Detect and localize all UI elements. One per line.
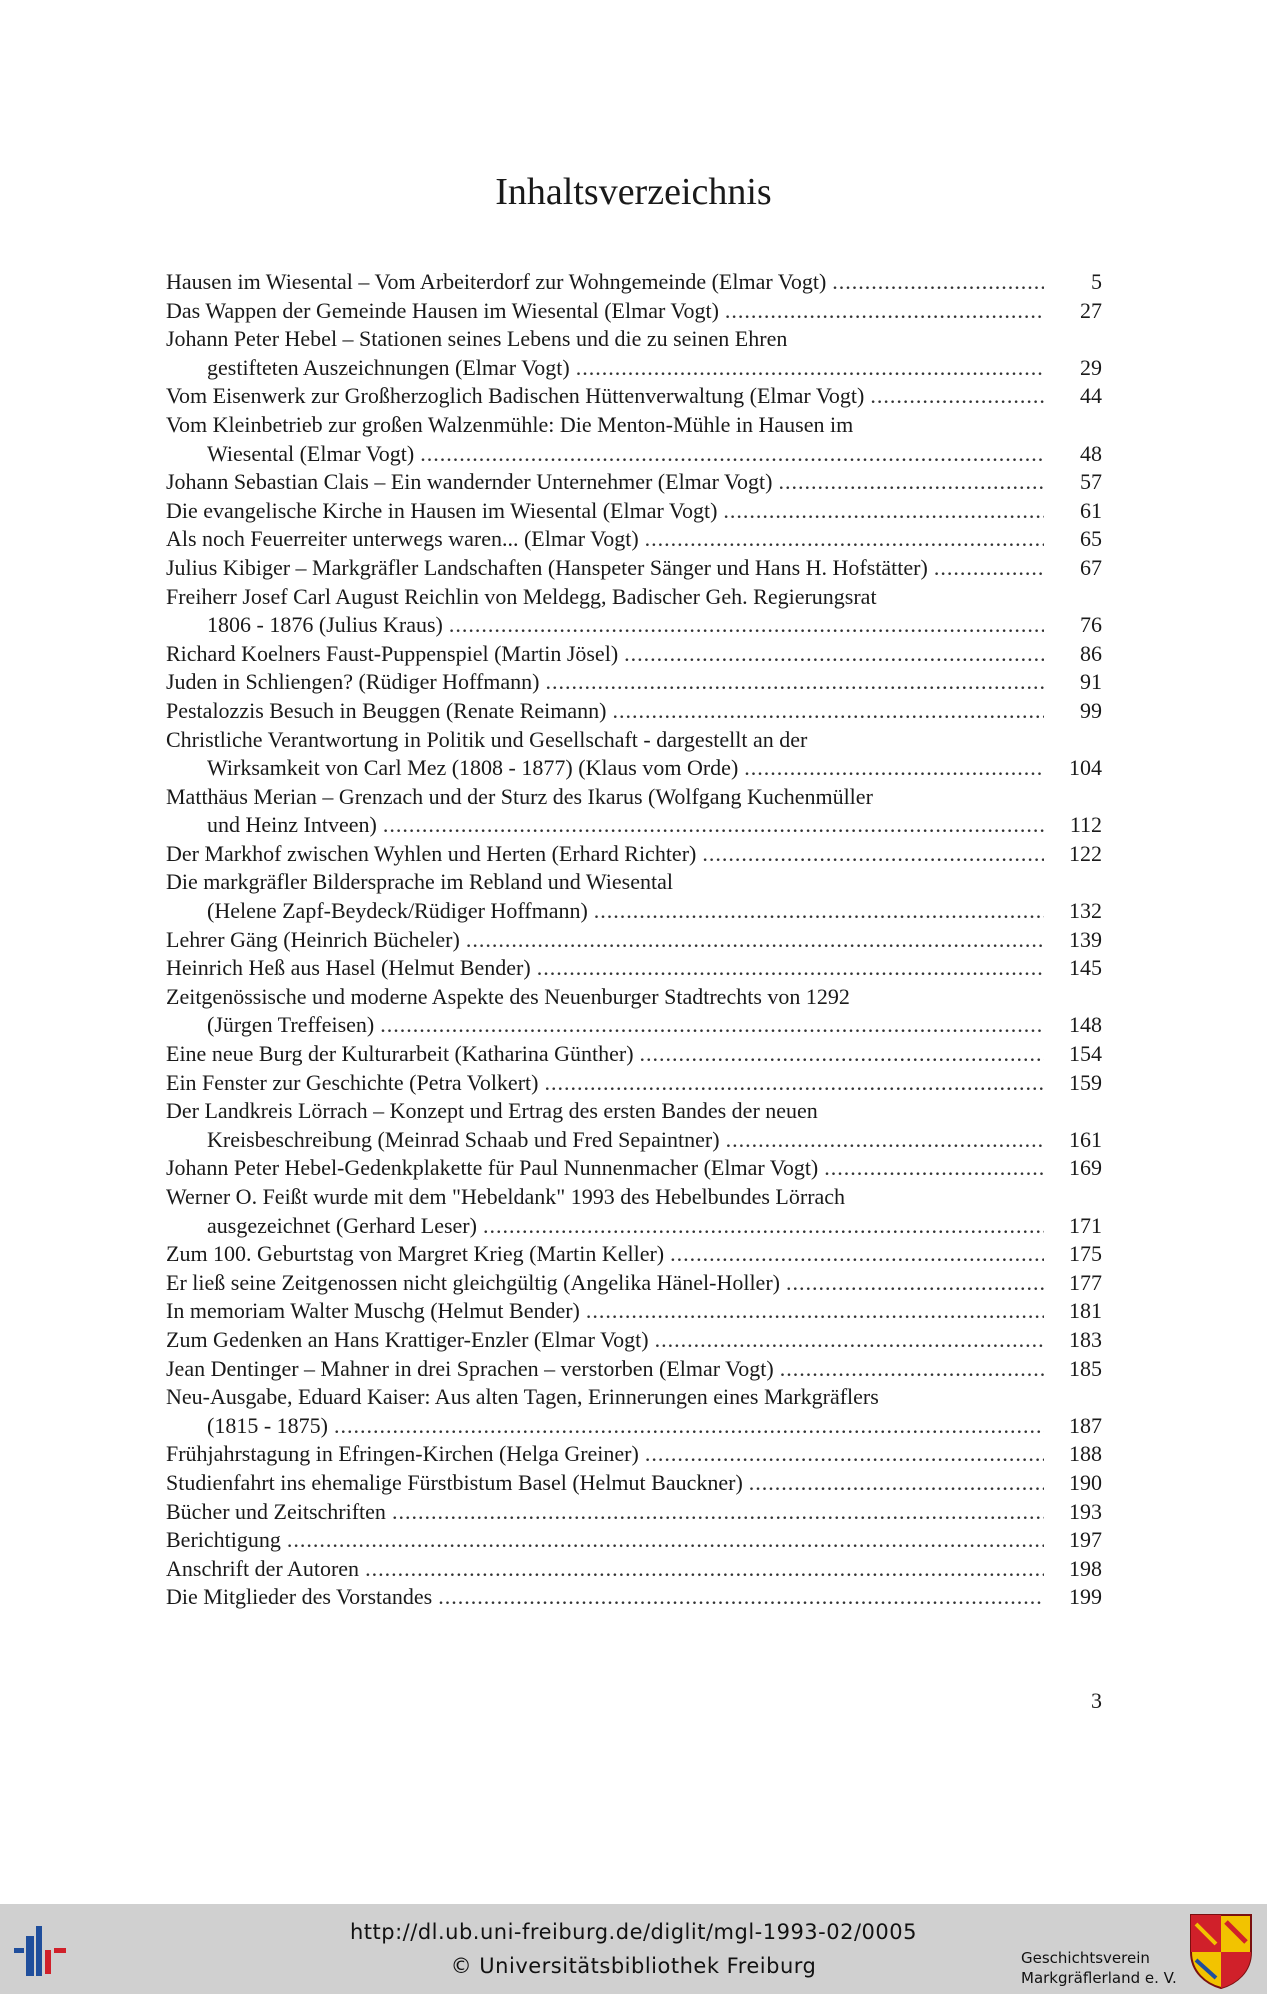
toc-line [166, 926, 1102, 955]
toc-line [166, 1555, 1102, 1584]
toc-leader-dots [586, 1297, 1044, 1326]
toc-line [166, 1154, 1102, 1183]
toc-entry-title: Lehrer Gäng (Heinrich Bücheler) [166, 926, 460, 952]
toc-leader-dots [365, 1555, 1044, 1584]
toc-line [166, 1183, 1102, 1212]
footer-bar [0, 1904, 1267, 1994]
toc-leader-dots [670, 1240, 1044, 1269]
toc-entry [166, 1526, 1102, 1555]
toc-entry-title: Eine neue Burg der Kulturarbeit (Katharina Günther) [166, 1041, 634, 1067]
toc-page-number: 104 [1069, 755, 1102, 781]
toc-leader-dots [438, 1583, 1044, 1612]
toc-page-number: 112 [1069, 812, 1102, 838]
toc-entry [166, 268, 1102, 297]
toc-line [166, 811, 1102, 840]
toc-entry [166, 1583, 1102, 1612]
toc-leader-dots [824, 1154, 1044, 1183]
toc-leader-dots [287, 1526, 1044, 1555]
toc-leader-dots [392, 1498, 1044, 1527]
toc-page-number: 188 [1069, 1441, 1102, 1467]
toc-entry-title: Freiherr Josef Carl August Reichlin von Meldegg, Badischer Geh. Regierungsrat [166, 583, 877, 609]
toc-line [166, 468, 1102, 497]
toc-entry-title: Christliche Verantwortung in Politik und Gesellschaft - dargestellt an der [166, 726, 808, 752]
toc-line [166, 1069, 1102, 1098]
toc-leader-dots [780, 1355, 1044, 1384]
toc-line [166, 325, 1102, 354]
toc-entry-title: Der Landkreis Lörrach – Konzept und Ertrag des ersten Bandes der neuen [166, 1098, 818, 1124]
toc-entry-title: gestifteten Auszeichnungen (Elmar Vogt) [207, 354, 570, 380]
toc-entry-title: Matthäus Merian – Grenzach und der Sturz des Ikarus (Wolfgang Kuchenmüller [166, 783, 873, 809]
toc-entry [166, 325, 1102, 382]
toc-entry [166, 583, 1102, 640]
toc-entry [166, 1269, 1102, 1298]
toc-page-number: 65 [1080, 526, 1102, 552]
toc-line [166, 1526, 1102, 1555]
toc-page-number: 148 [1069, 1012, 1102, 1038]
toc-entry [166, 468, 1102, 497]
toc-leader-dots [645, 525, 1044, 554]
toc-line [166, 668, 1102, 697]
toc-page-number: 198 [1069, 1555, 1102, 1581]
toc-page-number: 183 [1069, 1326, 1102, 1352]
page-number: 3 [1091, 1688, 1102, 1713]
toc-page-number: 61 [1080, 497, 1102, 523]
toc-page-number: 159 [1069, 1069, 1102, 1095]
toc-entry [166, 668, 1102, 697]
toc-entry-title: (Jürgen Treffeisen) [207, 1012, 375, 1038]
toc-leader-dots [613, 697, 1045, 726]
toc-leader-dots [624, 640, 1044, 669]
toc-entry [166, 554, 1102, 583]
toc-entry-title: Vom Kleinbetrieb zur großen Walzenmühle: Die Menton-Mühle in Hausen im [166, 411, 854, 437]
toc-entry [166, 382, 1102, 411]
toc-entry [166, 1154, 1102, 1183]
toc-entry-title: Johann Peter Hebel-Gedenkplakette für Paul Nunnenmacher (Elmar Vogt) [166, 1155, 819, 1181]
toc-entry-title: Wirksamkeit von Carl Mez (1808 - 1877) (Klaus vom Orde) [207, 755, 739, 781]
toc-line [166, 1326, 1102, 1355]
toc-line [166, 497, 1102, 526]
toc-line [166, 783, 1102, 812]
toc-leader-dots [576, 354, 1044, 383]
toc-page-number: 99 [1080, 697, 1102, 723]
toc-page-number: 199 [1069, 1584, 1102, 1610]
toc-entry [166, 497, 1102, 526]
toc-page-number: 48 [1080, 440, 1102, 466]
toc-entry [166, 726, 1102, 783]
toc-entry [166, 1069, 1102, 1098]
toc-entry-title: Pestalozzis Besuch in Beuggen (Renate Reimann) [166, 697, 607, 723]
toc-line [166, 1240, 1102, 1269]
toc-line [166, 1126, 1102, 1155]
toc-leader-dots [546, 668, 1044, 697]
toc-line [166, 297, 1102, 326]
toc-line [166, 726, 1102, 755]
toc-line [166, 1297, 1102, 1326]
toc-entry [166, 297, 1102, 326]
society-name [1021, 1948, 1181, 1988]
toc-leader-dots [334, 1412, 1044, 1441]
toc-entry [166, 1297, 1102, 1326]
toc-line [166, 611, 1102, 640]
toc-leader-dots [655, 1326, 1044, 1355]
toc-entry-title: Frühjahrstagung in Efringen-Kirchen (Helga Greiner) [166, 1441, 639, 1467]
toc-entry-title: Zeitgenössische und moderne Aspekte des Neuenburger Stadtrechts von 1292 [166, 983, 850, 1009]
toc-leader-dots [870, 382, 1044, 411]
toc-page-number: 187 [1069, 1412, 1102, 1438]
toc-leader-dots [645, 1440, 1044, 1469]
toc-page-number: 139 [1069, 926, 1102, 952]
toc-entry [166, 525, 1102, 554]
toc-line [166, 1097, 1102, 1126]
toc-entry-title: Das Wappen der Gemeinde Hausen im Wiesental (Elmar Vogt) [166, 297, 719, 323]
toc-entry-title: und Heinz Intveen) [207, 812, 377, 838]
toc-line [166, 1011, 1102, 1040]
toc-leader-dots [726, 1126, 1044, 1155]
toc-leader-dots [466, 926, 1044, 955]
toc-page-number: 171 [1069, 1212, 1102, 1238]
coat-of-arms-icon [1188, 1912, 1254, 1990]
toc-page-number: 5 [1091, 269, 1102, 294]
toc-line [166, 983, 1102, 1012]
toc-line [166, 440, 1102, 469]
toc-entry-title: Juden in Schliengen? (Rüdiger Hoffmann) [166, 669, 540, 695]
toc-entry [166, 1040, 1102, 1069]
toc-leader-dots [786, 1269, 1044, 1298]
toc-leader-dots [749, 1469, 1044, 1498]
toc-leader-dots [744, 754, 1044, 783]
toc-entry-title: Als noch Feuerreiter unterwegs waren... (Elmar Vogt) [166, 526, 639, 552]
toc-leader-dots [725, 297, 1044, 326]
toc-entry-title: Studienfahrt ins ehemalige Fürstbistum Basel (Helmut Bauckner) [166, 1469, 743, 1495]
toc-entry [166, 1383, 1102, 1440]
toc-line [166, 1412, 1102, 1441]
toc-line [166, 1040, 1102, 1069]
toc-page-number: 29 [1080, 354, 1102, 380]
toc-line [166, 1469, 1102, 1498]
toc-entry-title: ausgezeichnet (Gerhard Leser) [207, 1212, 477, 1238]
toc-line [166, 583, 1102, 612]
toc-line [166, 354, 1102, 383]
toc-page-number: 185 [1069, 1355, 1102, 1381]
toc-line [166, 1212, 1102, 1241]
toc-entry [166, 640, 1102, 669]
toc-line [166, 411, 1102, 440]
toc-page-number: 169 [1069, 1155, 1102, 1181]
toc-page-number: 190 [1069, 1469, 1102, 1495]
toc-entry [166, 1240, 1102, 1269]
toc-entry-title: Die markgräfler Bildersprache im Rebland und Wiesental [166, 869, 673, 895]
toc-entry-title: (Helene Zapf-Beydeck/Rüdiger Hoffmann) [207, 898, 588, 924]
toc-line [166, 640, 1102, 669]
toc-page-number: 175 [1069, 1241, 1102, 1267]
toc-entry-title: In memoriam Walter Muschg (Helmut Bender) [166, 1298, 580, 1324]
toc-page-number: 145 [1069, 955, 1102, 981]
toc-leader-dots [449, 611, 1044, 640]
toc-line [166, 840, 1102, 869]
toc-entry [166, 1326, 1102, 1355]
toc-entry-title: Hausen im Wiesental – Vom Arbeiterdorf zur Wohngemeinde (Elmar Vogt) [166, 269, 827, 294]
toc-leader-dots [934, 554, 1044, 583]
toc-leader-dots [832, 268, 1044, 297]
toc-entry-title: Richard Koelners Faust-Puppenspiel (Martin Jösel) [166, 640, 619, 666]
toc-leader-dots [594, 897, 1044, 926]
toc-entry [166, 1469, 1102, 1498]
toc-line [166, 1355, 1102, 1384]
table-of-contents [166, 268, 1102, 1612]
toc-entry-title: Der Markhof zwischen Wyhlen und Herten (Erhard Richter) [166, 840, 697, 866]
toc-entry-title: Kreisbeschreibung (Meinrad Schaab und Fred Sepaintner) [207, 1126, 720, 1152]
toc-entry-title: Zum 100. Geburtstag von Margret Krieg (Martin Keller) [166, 1241, 665, 1267]
toc-entry [166, 1097, 1102, 1154]
toc-page-number: 57 [1080, 469, 1102, 495]
toc-leader-dots [640, 1040, 1044, 1069]
toc-line [166, 954, 1102, 983]
toc-entry-title: Zum Gedenken an Hans Krattiger-Enzler (Elmar Vogt) [166, 1326, 649, 1352]
toc-entry [166, 411, 1102, 468]
toc-line [166, 1440, 1102, 1469]
toc-line [166, 1383, 1102, 1412]
toc-leader-dots [702, 840, 1044, 869]
footer-copyright: © Universitätsbibliothek Freiburg [450, 1954, 817, 1978]
toc-entry [166, 868, 1102, 925]
toc-entry [166, 1440, 1102, 1469]
toc-leader-dots [483, 1212, 1044, 1241]
toc-leader-dots [420, 440, 1044, 469]
toc-entry-title: Vom Eisenwerk zur Großherzoglich Badischen Hüttenverwaltung (Elmar Vogt) [166, 383, 865, 409]
toc-page-number: 27 [1080, 297, 1102, 323]
toc-entry-title: 1806 - 1876 (Julius Kraus) [207, 612, 443, 638]
toc-page-number: 181 [1069, 1298, 1102, 1324]
footer-url-link[interactable]: http://dl.ub.uni-freiburg.de/diglit/mgl-1993-02/0005 [349, 1920, 917, 1944]
toc-leader-dots [380, 1011, 1044, 1040]
toc-entry-title: Anschrift der Autoren [166, 1555, 360, 1581]
toc-page-number: 197 [1069, 1527, 1102, 1553]
toc-page-number: 44 [1080, 383, 1102, 409]
toc-line [166, 268, 1102, 297]
toc-leader-dots [544, 1069, 1044, 1098]
toc-entry [166, 983, 1102, 1040]
toc-leader-dots [778, 468, 1044, 497]
toc-entry-title: Johann Sebastian Clais – Ein wandernder Unternehmer (Elmar Vogt) [166, 469, 773, 495]
toc-entry-title: Werner O. Feißt wurde mit dem "Hebeldank" 1993 des Hebelbundes Lörrach [166, 1184, 846, 1209]
toc-entry-title: Jean Dentinger – Mahner in drei Sprachen – verstorben (Elmar Vogt) [166, 1355, 774, 1381]
toc-leader-dots [723, 497, 1044, 526]
toc-entry [166, 954, 1102, 983]
toc-entry [166, 697, 1102, 726]
toc-entry [166, 840, 1102, 869]
toc-entry-title: Heinrich Heß aus Hasel (Helmut Bender) [166, 955, 531, 981]
page-title: Inhaltsverzeichnis [495, 171, 772, 213]
toc-entry [166, 1355, 1102, 1384]
toc-entry-title: Wiesental (Elmar Vogt) [207, 440, 415, 466]
toc-page-number: 132 [1069, 898, 1102, 924]
toc-line [166, 525, 1102, 554]
toc-page-number: 177 [1069, 1269, 1102, 1295]
society-name-line2: Markgräflerland e. V. [1021, 1969, 1177, 1987]
toc-entry [166, 1555, 1102, 1584]
toc-line [166, 382, 1102, 411]
toc-line [166, 897, 1102, 926]
toc-entry [166, 783, 1102, 840]
toc-page-number: 161 [1069, 1126, 1102, 1152]
toc-line [166, 1498, 1102, 1527]
toc-entry-title: Bücher und Zeitschriften [166, 1498, 386, 1524]
toc-page-number: 86 [1080, 640, 1102, 666]
toc-leader-dots [383, 811, 1044, 840]
toc-entry-title: Johann Peter Hebel – Stationen seines Lebens und die zu seinen Ehren [166, 326, 788, 352]
toc-entry [166, 1498, 1102, 1527]
toc-entry-title: Die Mitglieder des Vorstandes [166, 1584, 433, 1610]
toc-line [166, 554, 1102, 583]
toc-page-number: 154 [1069, 1041, 1102, 1067]
toc-entry-title: Julius Kibiger – Markgräfler Landschaften (Hanspeter Sänger und Hans H. Hofstätter) [166, 554, 928, 580]
toc-line [166, 1269, 1102, 1298]
society-name-line1: Geschichtsverein [1021, 1949, 1150, 1967]
toc-page-number: 193 [1069, 1498, 1102, 1524]
toc-page-number: 122 [1069, 840, 1102, 866]
toc-leader-dots [537, 954, 1044, 983]
toc-entry-title: Ein Fenster zur Geschichte (Petra Volkert) [166, 1069, 539, 1095]
toc-entry-title: (1815 - 1875) [207, 1412, 328, 1438]
toc-line [166, 754, 1102, 783]
toc-entry [166, 1183, 1102, 1240]
toc-line [166, 1583, 1102, 1612]
toc-line [166, 697, 1102, 726]
toc-entry-title: Er ließ seine Zeitgenossen nicht gleichgültig (Angelika Hänel-Holler) [166, 1269, 780, 1295]
toc-line [166, 868, 1102, 897]
toc-page-number: 91 [1080, 669, 1102, 695]
toc-page-number: 67 [1080, 554, 1102, 580]
toc-entry [166, 926, 1102, 955]
toc-entry-title: Neu-Ausgabe, Eduard Kaiser: Aus alten Tagen, Erinnerungen eines Markgräflers [166, 1384, 879, 1410]
toc-page-number: 76 [1080, 612, 1102, 638]
toc-entry-title: Berichtigung [166, 1527, 281, 1553]
toc-entry-title: Die evangelische Kirche in Hausen im Wiesental (Elmar Vogt) [166, 497, 718, 523]
